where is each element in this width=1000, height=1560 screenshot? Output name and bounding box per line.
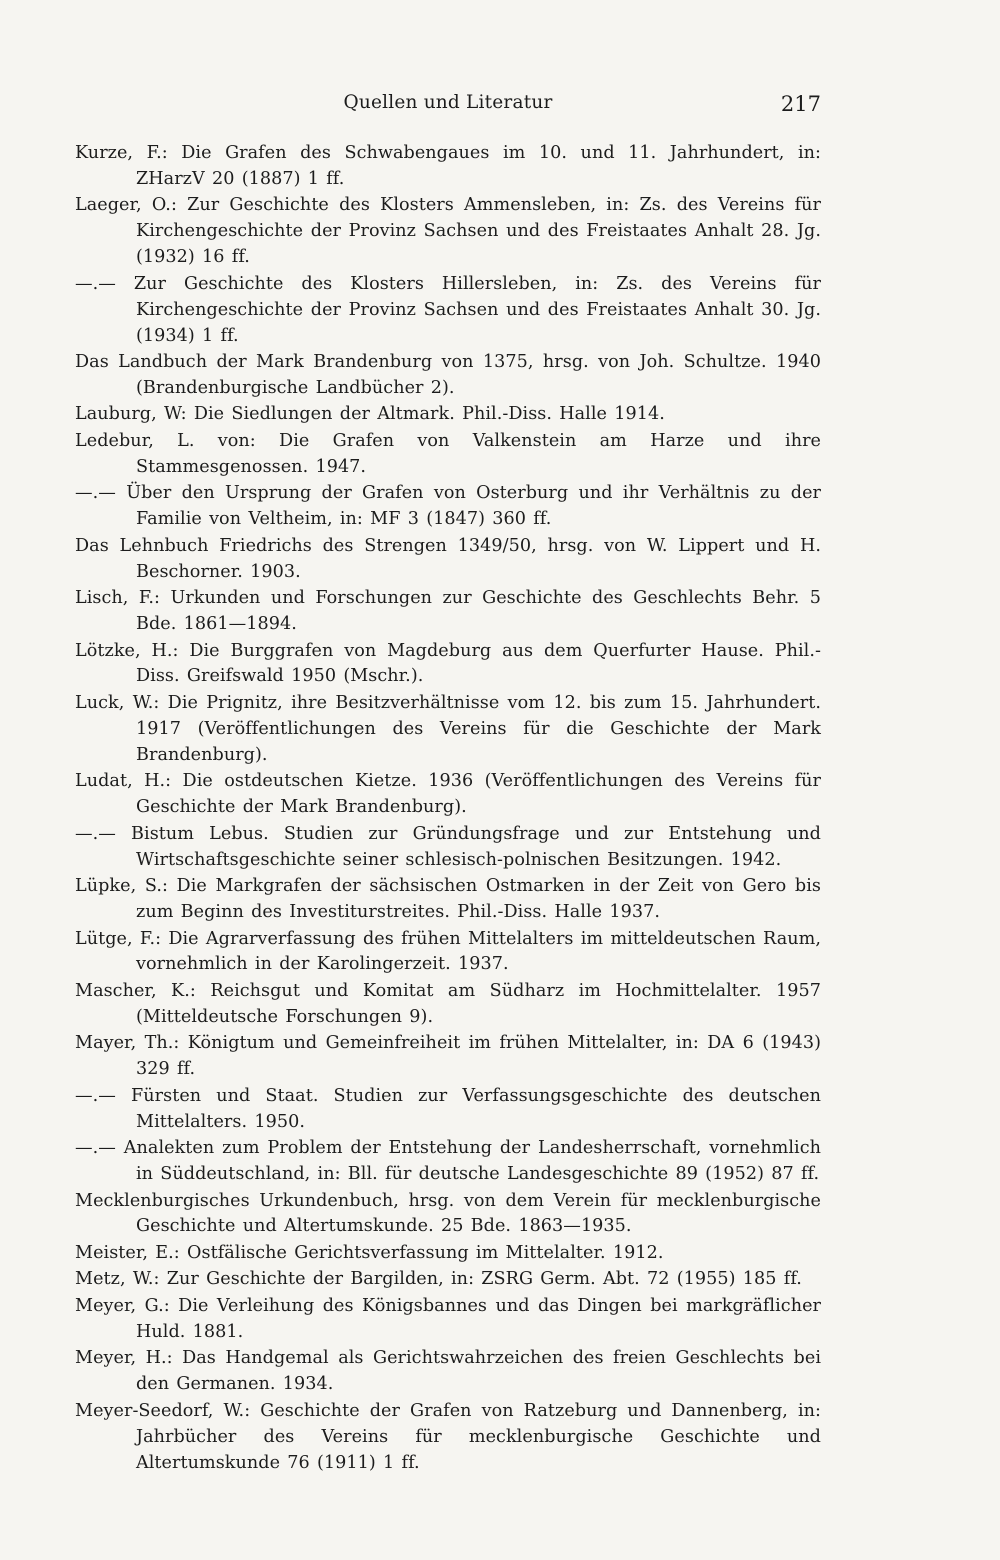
- bibliography-entry: Metz, W.: Zur Geschichte der Bargilden, in: ZSRG Germ. Abt. 72 (1955) 185 ff.: [75, 1269, 802, 1290]
- bibliography-entry: —.— Über den Ursprung der Grafen von Osterburg und ihr Verhältnis zu der Familie von Veltheim, in: MF 3 (1847) 360 ff.: [75, 483, 821, 530]
- bibliography-entry: —.— Bistum Lebus. Studien zur Gründungsfrage und zur Entstehung und Wirtschaftsgeschichte seiner schlesisch-polnischen Besitzungen. 1942.: [75, 823, 821, 870]
- bibliography-entry: Lütge, F.: Die Agrarverfassung des frühen Mittelalters im mitteldeutschen Raum, vornehmlich in der Karolingerzeit. 1937.: [75, 928, 821, 975]
- bibliography-entry: —.— Fürsten und Staat. Studien zur Verfassungsgeschichte des deutschen Mittelalters. 1950.: [75, 1085, 821, 1132]
- bibliography-list: [75, 141, 821, 1477]
- bibliography-entry: Luck, W.: Die Prignitz, ihre Besitzverhältnisse vom 12. bis zum 15. Jahrhundert. 1917 (Veröffentlichungen des Vereins für die Geschichte der Mark Brandenburg).: [75, 692, 821, 765]
- bibliography-entry: Das Lehnbuch Friedrichs des Strengen 1349/50, hrsg. von W. Lippert und H. Beschorner. 1903.: [75, 535, 821, 582]
- page-header: [75, 92, 821, 122]
- running-title: Quellen und Literatur: [343, 92, 553, 113]
- bibliography-entry: Ludat, H.: Die ostdeutschen Kietze. 1936 (Veröffentlichungen des Vereins für Geschichte der Mark Brandenburg).: [75, 771, 821, 818]
- bibliography-entry: Mascher, K.: Reichsgut und Komitat am Südharz im Hochmittelalter. 1957 (Mitteldeutsche Forschungen 9).: [75, 980, 821, 1027]
- bibliography-entry: Meister, E.: Ostfälische Gerichtsverfassung im Mittelalter. 1912.: [75, 1242, 664, 1263]
- bibliography-entry: Meyer-Seedorf, W.: Geschichte der Grafen von Ratzeburg und Dannenberg, in: Jahrbücher des Vereins für mecklenburgische Geschichte und Altertumskunde 76 (1911) 1 ff.: [75, 1400, 821, 1473]
- bibliography-entry: Das Landbuch der Mark Brandenburg von 1375, hrsg. von Joh. Schultze. 1940 (Brandenburgische Landbücher 2).: [75, 352, 821, 398]
- bibliography-entry: Meyer, G.: Die Verleihung des Königsbannes und das Dingen bei markgräflicher Huld. 1881.: [75, 1295, 821, 1342]
- bibliography-entry: Mayer, Th.: Königtum und Gemeinfreiheit im frühen Mittelalter, in: DA 6 (1943) 329 ff.: [75, 1033, 821, 1080]
- bibliography-entry: Ledebur, L. von: Die Grafen von Valkenstein am Harze und ihre Stammesgenossen. 1947.: [75, 430, 821, 477]
- bibliography-entry: Laeger, O.: Zur Geschichte des Klosters Ammensleben, in: Zs. des Vereins für Kirchengeschichte der Provinz Sachsen und des Freistaates Anhalt 28. Jg. (1932) 16 ff.: [75, 195, 821, 268]
- bibliography-entry: Meyer, H.: Das Handgemal als Gerichtswahrzeichen des freien Geschlechts bei den Germanen. 1934.: [75, 1348, 821, 1395]
- bibliography-entry: —.— Zur Geschichte des Klosters Hillersleben, in: Zs. des Vereins für Kirchengeschichte der Provinz Sachsen und des Freistaates Anhalt 30. Jg. (1934) 1 ff.: [75, 273, 821, 346]
- bibliography-entry: —.— Analekten zum Problem der Entstehung der Landesherrschaft, vornehmlich in Süddeutschland, in: Bll. für deutsche Landesgeschichte 89 (1952) 87 ff.: [75, 1138, 821, 1185]
- bibliography-entry: Lüpke, S.: Die Markgrafen der sächsischen Ostmarken in der Zeit von Gero bis zum Beginn des Investiturstreites. Phil.-Diss. Halle 1937.: [75, 876, 821, 922]
- bibliography-entry: Lötzke, H.: Die Burggrafen von Magdeburg aus dem Querfurter Hause. Phil.-Diss. Greifswald 1950 (Mschr.).: [75, 640, 821, 687]
- page-number: 217: [780, 92, 821, 116]
- bibliography-entry: Lauburg, W: Die Siedlungen der Altmark. Phil.-Diss. Halle 1914.: [75, 404, 665, 425]
- bibliography-entry: Kurze, F.: Die Grafen des Schwabengaues im 10. und 11. Jahrhundert, in: ZHarzV 20 (1887) 1 ff.: [75, 143, 821, 189]
- bibliography-entry: Mecklenburgisches Urkundenbuch, hrsg. von dem Verein für mecklenburgische Geschichte und Altertumskunde. 25 Bde. 1863—1935.: [75, 1190, 821, 1237]
- bibliography-entry: Lisch, F.: Urkunden und Forschungen zur Geschichte des Geschlechts Behr. 5 Bde. 1861—1894.: [75, 588, 821, 635]
